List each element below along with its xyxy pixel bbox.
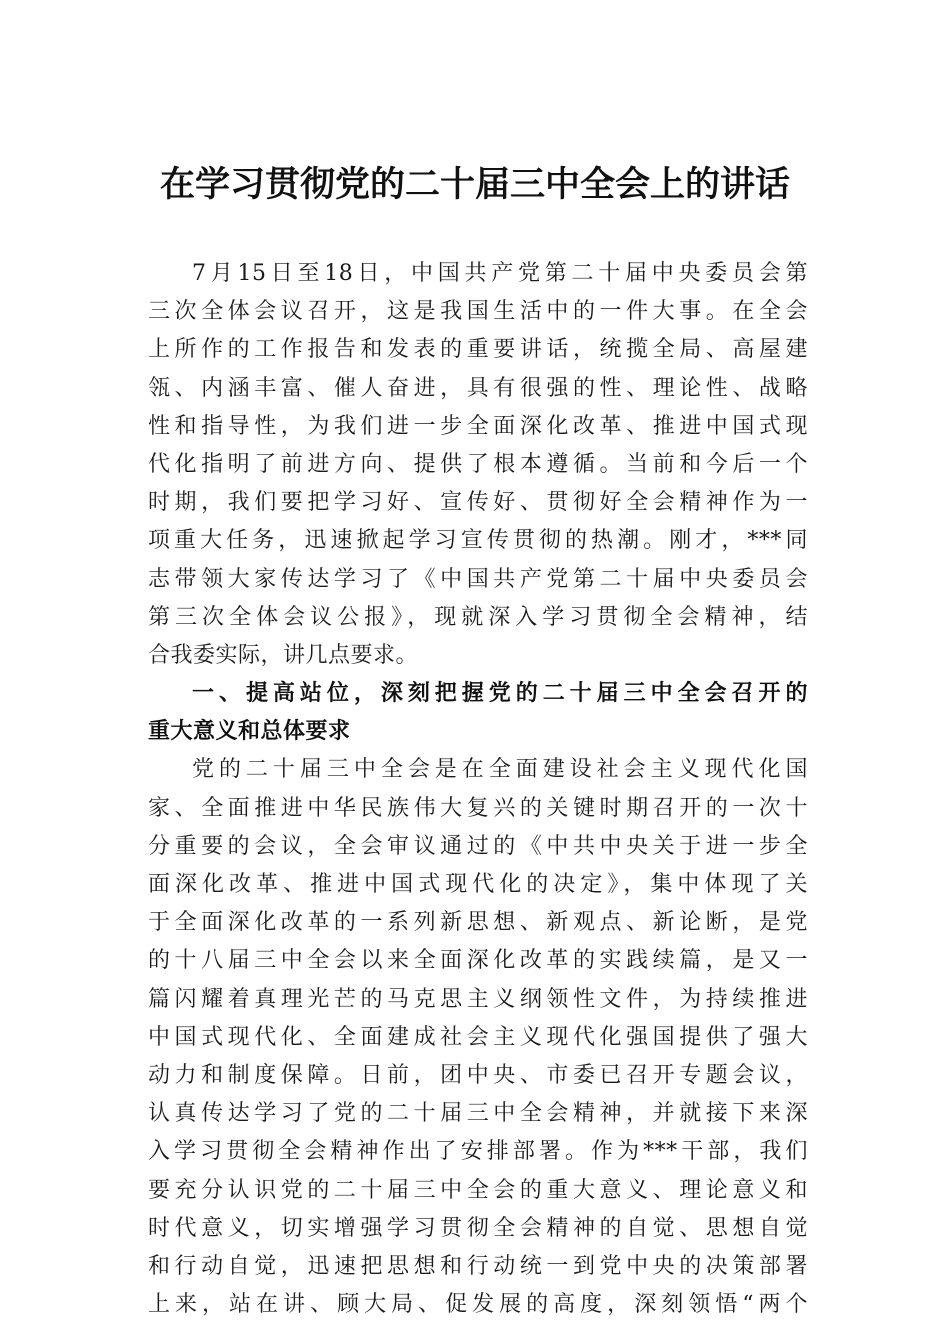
document-title: 在学习贯彻党的二十届三中全会上的讲话 bbox=[159, 164, 790, 205]
paragraph-line: 上所作的工作报告和发表的重要讲话，统揽全局、高屋建 bbox=[148, 337, 808, 363]
paragraph-line: 代化指明了前进方向、提供了根本遵循。当前和今后一个 bbox=[148, 451, 808, 477]
paragraph-line: 认真传达学习了党的二十届三中全会精神，并就接下来深 bbox=[148, 1101, 808, 1127]
paragraph-line: 时代意义，切实增强学习贯彻全会精神的自觉、思想自觉 bbox=[148, 1215, 808, 1241]
paragraph-line: 性和指导性，为我们进一步全面深化改革、推进中国式现 bbox=[148, 413, 808, 439]
section-heading-line: 重大意义和总体要求 bbox=[148, 719, 351, 745]
paragraph-line: 和行动自觉，迅速把思想和行动统一到党中央的决策部署 bbox=[148, 1253, 808, 1279]
paragraph-line: 上来，站在讲、顾大局、促发展的高度，深刻领悟“两个 bbox=[148, 1292, 808, 1318]
paragraph-line: 中国式现代化、全面建成社会主义现代化强国提供了强大 bbox=[148, 1024, 808, 1050]
paragraph-line: 志带领大家传达学习了《中国共产党第二十届中央委员会 bbox=[148, 566, 808, 592]
paragraph-line: 入学习贯彻全会精神作出了安排部署。作为***干部，我们 bbox=[148, 1139, 808, 1165]
paragraph-line: 家、全面推进中华民族伟大复兴的关键时期召开的一次十 bbox=[148, 795, 808, 821]
paragraph-line: 要充分认识党的二十届三中全会的重大意义、理论意义和 bbox=[148, 1177, 808, 1203]
paragraph-line: 面深化改革、推进中国式现代化的决定》，集中体现了关 bbox=[148, 872, 808, 897]
paragraph-line: 动力和制度保障。日前，团中央、市委已召开专题会议， bbox=[148, 1062, 808, 1088]
paragraph-line: 第三次全体会议公报》，现就深入学习贯彻全会精神，结 bbox=[148, 604, 808, 630]
paragraph-line: 瓴、内涵丰富、催人奋进，具有很强的性、理论性、战略 bbox=[148, 375, 808, 401]
paragraph-line: 篇闪耀着真理光芒的马克思主义纲领性文件，为持续推进 bbox=[148, 986, 808, 1012]
paragraph-line: 的十八届三中全会以来全面深化改革的实践续篇，是又一 bbox=[148, 948, 808, 974]
paragraph-line: 分重要的会议，全会审议通过的《中共中央关于进一步全 bbox=[148, 833, 808, 859]
paragraph-line: 于全面深化改革的一系列新思想、新观点、新论断，是党 bbox=[148, 910, 808, 936]
paragraph-line: 项重大任务，迅速掀起学习宣传贯彻的热潮。刚才，***同 bbox=[148, 528, 808, 554]
paragraph-line: 时期，我们要把学习好、宣传好、贯彻好全会精神作为一 bbox=[148, 490, 808, 516]
section-heading-line: 一、提高站位，深刻把握党的二十届三中全会召开的 bbox=[192, 681, 808, 707]
paragraph-line: 三次全体会议召开，这是我国生活中的一件大事。在全会 bbox=[148, 299, 808, 325]
paragraph-line: 党的二十届三中全会是在全面建设社会主义现代化国 bbox=[192, 757, 808, 783]
document-body bbox=[148, 255, 808, 1324]
paragraph-line: 7月15日至18日，中国共产党第二十届中央委员会第 bbox=[192, 261, 808, 286]
paragraph-line: 合我委实际，讲几点要求。 bbox=[148, 642, 419, 668]
